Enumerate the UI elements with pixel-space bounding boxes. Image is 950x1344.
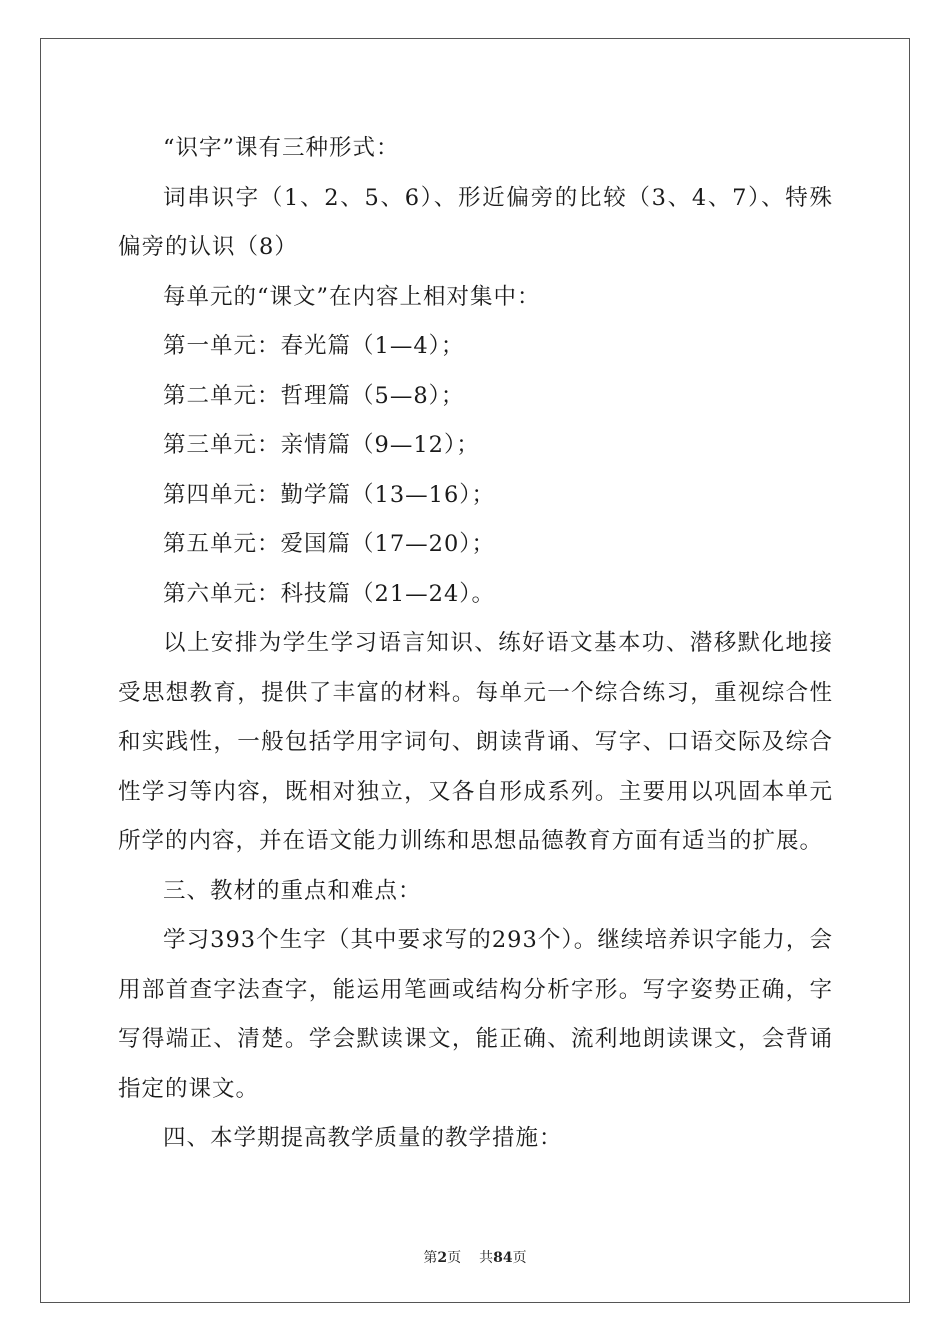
page-footer bbox=[0, 1247, 950, 1267]
paragraph: 第五单元：爱国篇（17—20）； bbox=[163, 531, 496, 557]
paragraph: 以上安排为学生学习语言知识、练好语文基本功、潜移默化地接受思想教育，提供了丰富的材料。每单元一个综合练习，重视综合性和实践性，一般包括学用字词句、朗读背诵、写字、口语交际及综合性学习等内容，既相对独立，又各自形成系列。主要用以巩固本单元所学的内容，并在语文能力训练和思想品德教育方面有适当的扩展。 bbox=[118, 630, 833, 854]
footer-page-suffix: 页 bbox=[447, 1250, 462, 1266]
paragraph: 词串识字（1、2、5、6）、形近偏旁的比较（3、4、7）、特殊偏旁的认识（8） bbox=[118, 184, 833, 260]
footer-total-suffix: 页 bbox=[512, 1250, 527, 1266]
paragraph: 第六单元：科技篇（21—24）。 bbox=[163, 580, 496, 607]
total-page-count: 84 bbox=[493, 1250, 513, 1266]
paragraph: 每单元的“课文”在内容上相对集中： bbox=[163, 283, 541, 310]
section-heading: 三、教材的重点和难点： bbox=[163, 877, 422, 904]
document-body bbox=[118, 124, 833, 1164]
paragraph: 第二单元：哲理篇（5—8）； bbox=[163, 382, 465, 409]
footer-prefix: 第 bbox=[423, 1250, 438, 1266]
section-heading: 四、本学期提高教学质量的教学措施： bbox=[163, 1125, 563, 1151]
footer-total-prefix: 共 bbox=[479, 1250, 494, 1266]
current-page-number: 2 bbox=[437, 1250, 448, 1266]
paragraph: 学习393个生字（其中要求写的293个）。继续培养识字能力，会用部首查字法查字，能运用笔画或结构分析字形。写字姿势正确，字写得端正、清楚。学会默读课文，能正确、流利地朗读课文，会背诵指定的课文。 bbox=[118, 927, 833, 1102]
paragraph: 第三单元：亲情篇（9—12）； bbox=[163, 432, 480, 458]
paragraph: “识字”课有三种形式： bbox=[163, 135, 400, 161]
paragraph: 第一单元：春光篇（1—4）； bbox=[163, 333, 465, 359]
paragraph: 第四单元：勤学篇（13—16）； bbox=[163, 481, 496, 508]
